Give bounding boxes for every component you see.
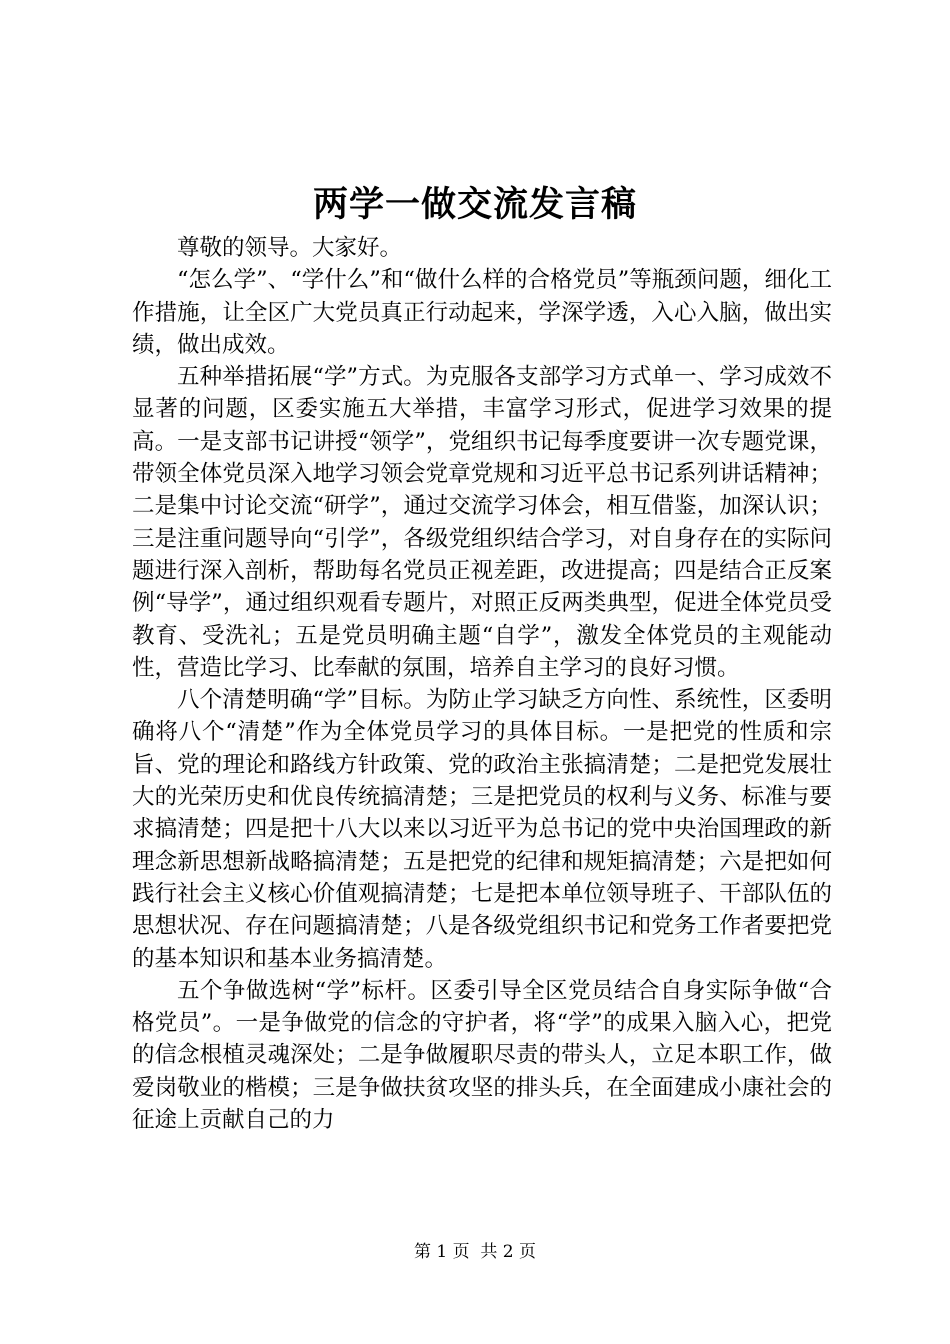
paragraph-five-models: 五个争做选树“学”标杆。区委引导全区党员结合自身实际争做“合格党员”。一是争做党的信念的守护者，将“学”的成果入脑入心，把党的信念根植灵魂深处；二是争做履职尽责的带头人，立足本职工作，做爱岗敬业的楷模；三是争做扶贫攻坚的排头兵，在全面建成小康社会的征途上贡献自己的力 [132, 977, 832, 1134]
paragraph-eight-goals: 八个清楚明确“学”目标。为防止学习缺乏方向性、系统性，区委明确将八个“清楚”作为全体党员学习的具体目标。一是把党的性质和宗旨、党的理论和路线方针政策、党的政治主张搞清楚；二是把党发展壮大的光荣历史和优良传统搞清楚；三是把党员的权利与义务、标准与要求搞清楚；四是把十八大以来以习近平为总书记的党中央治国理政的新理念新思想新战略搞清楚；五是把党的纪律和规矩搞清楚；六是把如何践行社会主义核心价值观搞清楚；七是把本单位领导班子、干部队伍的思想状况、存在问题搞清楚；八是各级党组织书记和党务工作者要把党的基本知识和基本业务搞清楚。 [132, 687, 832, 972]
paragraph-greeting: 尊敬的领导。大家好。 [177, 235, 403, 261]
paragraph-five-measures: 五种举措拓展“学”方式。为克服各支部学习方式单一、学习成效不显著的问题，区委实施五大举措，丰富学习形式，促进学习效果的提高。一是支部书记讲授“领学”，党组织书记每季度要讲一次专题党课，带领全体党员深入地学习领会党章党规和习近平总书记系列讲话精神；二是集中讨论交流“研学”，通过交流学习体会，相互借鉴，加深认识；三是注重问题导向“引学”，各级党组织结合学习，对自身存在的实际问题进行深入剖析，帮助每名党员正视差距，改进提高；四是结合正反案例“导学”，通过组织观看专题片，对照正反两类典型，促进全体党员受教育、受洗礼；五是党员明确主题“自学”，激发全体党员的主观能动性，营造比学习、比奉献的氛围，培养自主学习的良好习惯。 [132, 364, 832, 681]
paragraph-intro: “怎么学”、“学什么”和“做什么样的合格党员”等瓶颈问题，细化工作措施，让全区广大党员真正行动起来，学深学透，入心入脑，做出实绩，做出成效。 [132, 267, 832, 358]
document-body [132, 232, 832, 1136]
page-footer [0, 1240, 950, 1264]
page-number: 第 1 页 共 2 页 [413, 1242, 537, 1262]
document-title: 两学一做交流发言稿 [312, 184, 637, 225]
